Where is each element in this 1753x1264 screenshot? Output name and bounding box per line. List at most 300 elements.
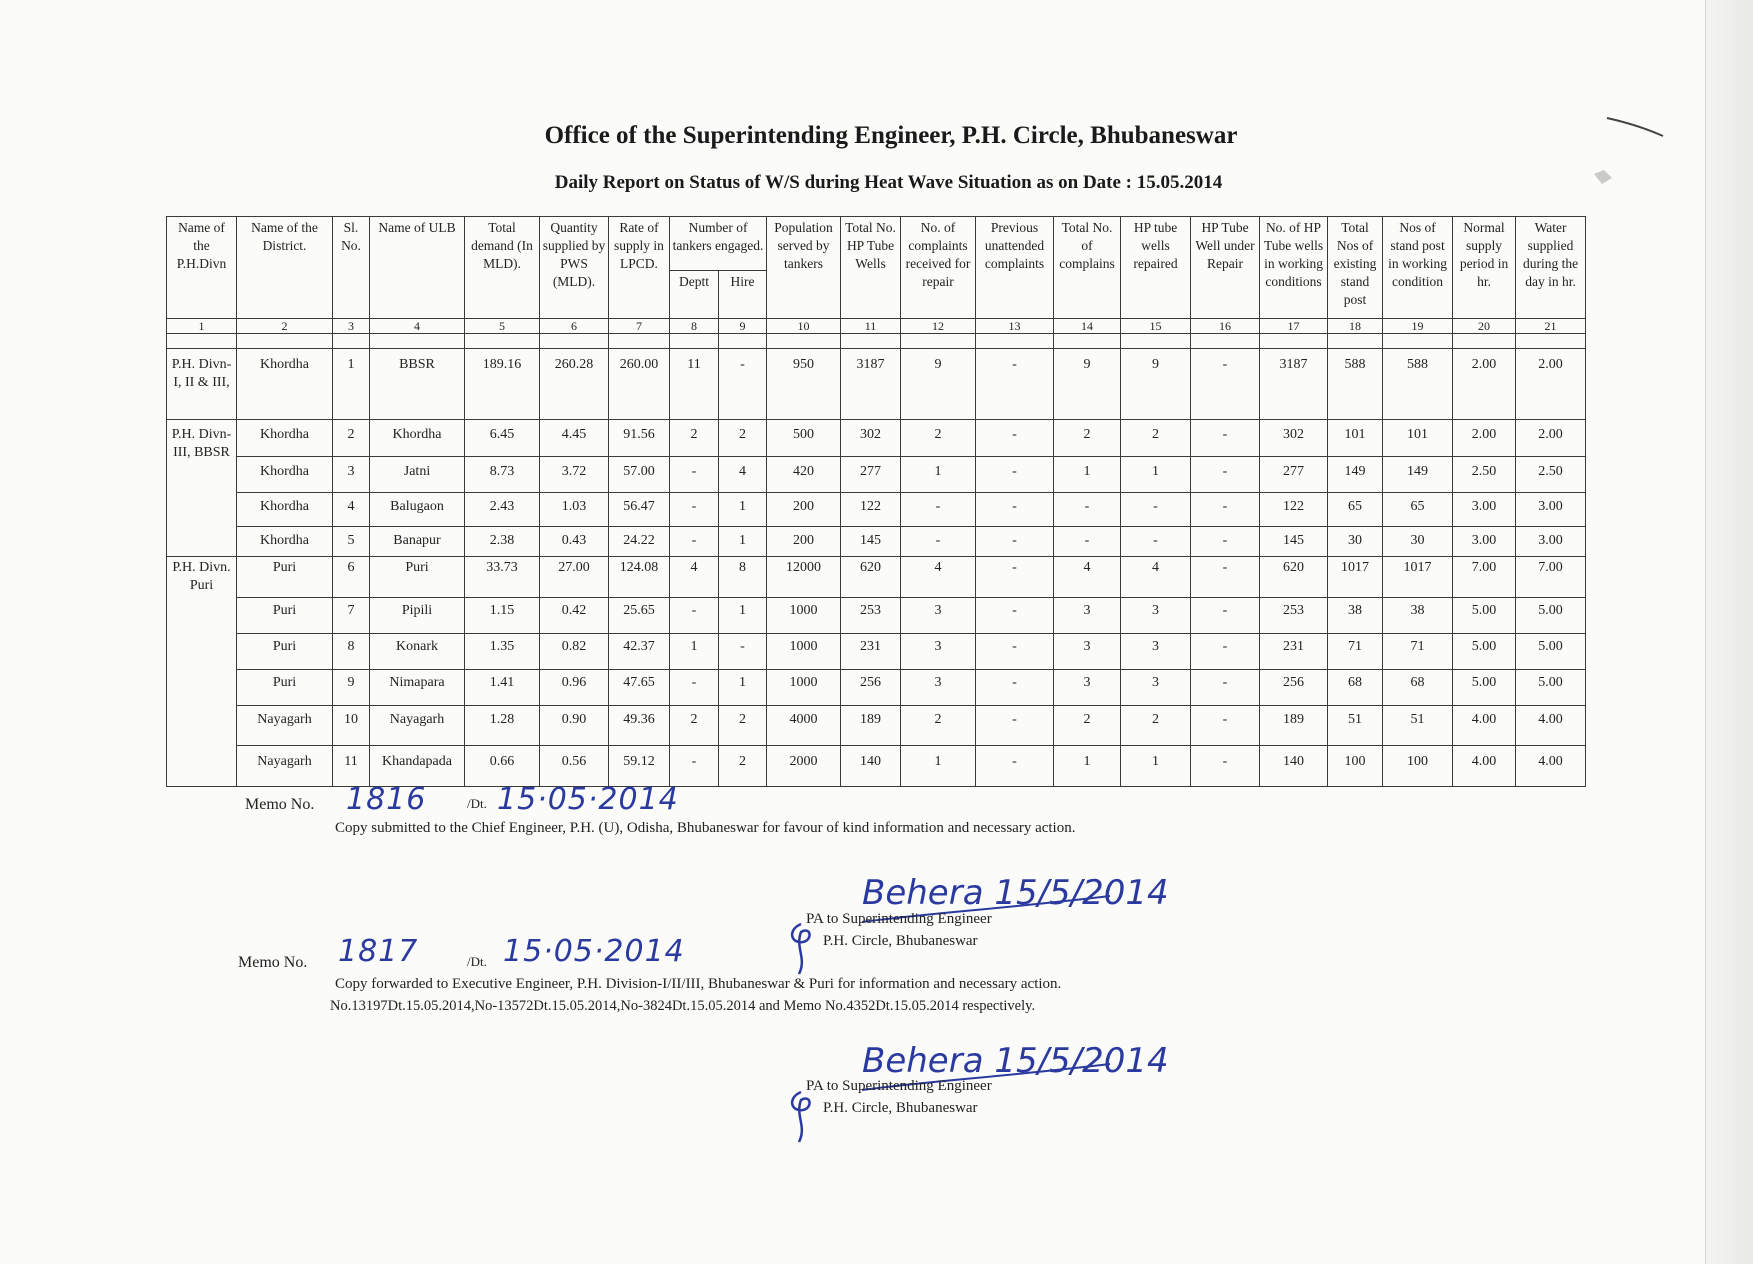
blank-cell (1383, 334, 1453, 349)
total-complaints-cell: 3 (1054, 598, 1121, 634)
stand-working-cell: 100 (1383, 746, 1453, 787)
rate-cell: 42.37 (609, 634, 670, 670)
hire-cell: 2 (719, 420, 767, 457)
column-number: 18 (1328, 319, 1383, 334)
normal-supply-cell: 5.00 (1453, 598, 1516, 634)
blank-cell (1453, 334, 1516, 349)
deptt-cell: - (670, 457, 719, 493)
complaints-cell: 9 (901, 349, 976, 420)
hp-total-cell: 122 (841, 493, 901, 527)
population-cell: 4000 (767, 706, 841, 746)
column-number: 7 (609, 319, 670, 334)
table-row (167, 527, 1586, 557)
column-number: 21 (1516, 319, 1586, 334)
rate-cell: 57.00 (609, 457, 670, 493)
ulb-cell: Nayagarh (370, 706, 465, 746)
under-repair-cell: - (1191, 670, 1260, 706)
header-under-repair: HP Tube Well under Repair (1191, 217, 1260, 319)
ulb-cell: Pipili (370, 598, 465, 634)
previous-cell: - (976, 670, 1054, 706)
memo2-number: 1817 (338, 934, 419, 969)
blank-cell (333, 334, 370, 349)
working-cell: 145 (1260, 527, 1328, 557)
total-complaints-cell: 3 (1054, 634, 1121, 670)
memo1-number: 1816 (346, 782, 427, 817)
document-title: Office of the Superintending Engineer, P.H. Circle, Bhubaneswar (544, 122, 1238, 149)
hire-cell: 1 (719, 493, 767, 527)
supplied-cell: 7.00 (1516, 557, 1586, 598)
column-number: 20 (1453, 319, 1516, 334)
deptt-cell: 11 (670, 349, 719, 420)
hp-total-cell: 140 (841, 746, 901, 787)
population-cell: 200 (767, 527, 841, 557)
repaired-cell: 1 (1121, 746, 1191, 787)
stand-total-cell: 51 (1328, 706, 1383, 746)
demand-cell: 2.38 (465, 527, 540, 557)
hire-cell: 2 (719, 746, 767, 787)
total-complaints-cell: 4 (1054, 557, 1121, 598)
table-row (167, 557, 1586, 598)
header-previous-unattended: Previous unattended complaints (976, 217, 1054, 319)
hp-total-cell: 145 (841, 527, 901, 557)
stand-working-cell: 38 (1383, 598, 1453, 634)
working-cell: 302 (1260, 420, 1328, 457)
pws-cell: 0.90 (540, 706, 609, 746)
ulb-cell: Balugaon (370, 493, 465, 527)
rate-cell: 49.36 (609, 706, 670, 746)
deptt-cell: - (670, 527, 719, 557)
header-population-served: Population served by tankers (767, 217, 841, 319)
deptt-cell: - (670, 493, 719, 527)
column-number: 6 (540, 319, 609, 334)
blank-cell (167, 334, 237, 349)
repaired-cell: 2 (1121, 420, 1191, 457)
rate-cell: 56.47 (609, 493, 670, 527)
header-total-complains: Total No. of complains (1054, 217, 1121, 319)
ulb-cell: Khandapada (370, 746, 465, 787)
repaired-cell: 2 (1121, 706, 1191, 746)
complaints-cell: 3 (901, 598, 976, 634)
supplied-cell: 5.00 (1516, 598, 1586, 634)
under-repair-cell: - (1191, 457, 1260, 493)
column-number: 15 (1121, 319, 1191, 334)
memo1-date: 15·05·2014 (497, 782, 679, 817)
demand-cell: 8.73 (465, 457, 540, 493)
sl-no-cell: 2 (333, 420, 370, 457)
previous-cell: - (976, 457, 1054, 493)
table-row (167, 746, 1586, 787)
complaints-cell: 1 (901, 457, 976, 493)
column-number: 12 (901, 319, 976, 334)
working-cell: 122 (1260, 493, 1328, 527)
column-number: 4 (370, 319, 465, 334)
working-cell: 3187 (1260, 349, 1328, 420)
district-cell: Puri (237, 634, 333, 670)
table-row (167, 420, 1586, 457)
demand-cell: 189.16 (465, 349, 540, 420)
total-complaints-cell: 9 (1054, 349, 1121, 420)
table-row (167, 457, 1586, 493)
pws-cell: 4.45 (540, 420, 609, 457)
normal-supply-cell: 3.00 (1453, 527, 1516, 557)
stand-working-cell: 71 (1383, 634, 1453, 670)
population-cell: 500 (767, 420, 841, 457)
signature1-block (806, 908, 992, 952)
blank-cell (976, 334, 1054, 349)
blank-cell (609, 334, 670, 349)
normal-supply-cell: 5.00 (1453, 670, 1516, 706)
stand-total-cell: 588 (1328, 349, 1383, 420)
hire-cell: 1 (719, 598, 767, 634)
memo2-text-line2: No.13197Dt.15.05.2014,No-13572Dt.15.05.2014,No-3824Dt.15.05.2014 and Memo No.4352Dt.15.05.2014 respectively. (330, 998, 1036, 1014)
stand-working-cell: 1017 (1383, 557, 1453, 598)
demand-cell: 6.45 (465, 420, 540, 457)
working-cell: 277 (1260, 457, 1328, 493)
header-sl-no: Sl. No. (333, 217, 370, 319)
district-cell: Nayagarh (237, 746, 333, 787)
pws-cell: 0.96 (540, 670, 609, 706)
header-ulb: Name of ULB (370, 217, 465, 319)
pws-cell: 0.42 (540, 598, 609, 634)
memo1-dt-label: /Dt. (467, 796, 487, 811)
report-body (167, 349, 1586, 787)
header-normal-supply: Normal supply period in hr. (1453, 217, 1516, 319)
previous-cell: - (976, 349, 1054, 420)
blank-cell (1191, 334, 1260, 349)
rate-cell: 24.22 (609, 527, 670, 557)
hp-total-cell: 253 (841, 598, 901, 634)
ulb-cell: Konark (370, 634, 465, 670)
supplied-cell: 2.50 (1516, 457, 1586, 493)
under-repair-cell: - (1191, 598, 1260, 634)
sl-no-cell: 10 (333, 706, 370, 746)
header-quantity-supplied: Quantity supplied by PWS (MLD). (540, 217, 609, 319)
column-number: 3 (333, 319, 370, 334)
previous-cell: - (976, 493, 1054, 527)
under-repair-cell: - (1191, 527, 1260, 557)
column-number: 10 (767, 319, 841, 334)
header-complaints-received: No. of complaints received for repair (901, 217, 976, 319)
pws-cell: 260.28 (540, 349, 609, 420)
blank-cell (767, 334, 841, 349)
supplied-cell: 5.00 (1516, 634, 1586, 670)
supplied-cell: 3.00 (1516, 493, 1586, 527)
hire-cell: 2 (719, 706, 767, 746)
memo1-text: Copy submitted to the Chief Engineer, P.H. (U), Odisha, Bhubaneswar for favour of kind information and necessary action. (335, 820, 1076, 836)
hp-total-cell: 256 (841, 670, 901, 706)
repaired-cell: - (1121, 493, 1191, 527)
column-number: 11 (841, 319, 901, 334)
stand-working-cell: 588 (1383, 349, 1453, 420)
district-cell: Puri (237, 598, 333, 634)
district-cell: Khordha (237, 493, 333, 527)
previous-cell: - (976, 420, 1054, 457)
hp-total-cell: 277 (841, 457, 901, 493)
demand-cell: 1.35 (465, 634, 540, 670)
sl-no-cell: 11 (333, 746, 370, 787)
hp-total-cell: 189 (841, 706, 901, 746)
complaints-cell: 3 (901, 634, 976, 670)
normal-supply-cell: 4.00 (1453, 746, 1516, 787)
stand-total-cell: 100 (1328, 746, 1383, 787)
total-complaints-cell: 3 (1054, 670, 1121, 706)
signature2-line1: PA to Superintending Engineer (806, 1078, 992, 1094)
blank-cell (1121, 334, 1191, 349)
table-row (167, 706, 1586, 746)
rate-cell: 59.12 (609, 746, 670, 787)
table-row (167, 349, 1586, 420)
complaints-cell: 3 (901, 670, 976, 706)
column-number: 2 (237, 319, 333, 334)
sl-no-cell: 1 (333, 349, 370, 420)
total-complaints-cell: 1 (1054, 457, 1121, 493)
stand-working-cell: 101 (1383, 420, 1453, 457)
pws-cell: 0.82 (540, 634, 609, 670)
sl-no-cell: 8 (333, 634, 370, 670)
blank-cell (670, 334, 719, 349)
stand-working-cell: 68 (1383, 670, 1453, 706)
population-cell: 950 (767, 349, 841, 420)
header-working-stand-post: Nos of stand post in working condition (1383, 217, 1453, 319)
stand-total-cell: 1017 (1328, 557, 1383, 598)
deptt-cell: - (670, 598, 719, 634)
working-cell: 253 (1260, 598, 1328, 634)
complaints-cell: 2 (901, 706, 976, 746)
hp-total-cell: 3187 (841, 349, 901, 420)
division-cell: P.H. Divn-III, BBSR (167, 420, 237, 557)
memo2-date: 15·05·2014 (503, 934, 685, 969)
blank-cell (901, 334, 976, 349)
status-report-table (166, 216, 1586, 787)
supplied-cell: 4.00 (1516, 746, 1586, 787)
repaired-cell: 3 (1121, 598, 1191, 634)
district-cell: Khordha (237, 420, 333, 457)
blank-cell (237, 334, 333, 349)
population-cell: 420 (767, 457, 841, 493)
working-cell: 231 (1260, 634, 1328, 670)
normal-supply-cell: 2.00 (1453, 349, 1516, 420)
rate-cell: 47.65 (609, 670, 670, 706)
rate-cell: 91.56 (609, 420, 670, 457)
deptt-cell: 4 (670, 557, 719, 598)
pws-cell: 1.03 (540, 493, 609, 527)
memo2-label: Memo No. (238, 954, 308, 971)
ulb-cell: BBSR (370, 349, 465, 420)
stand-total-cell: 68 (1328, 670, 1383, 706)
sl-no-cell: 3 (333, 457, 370, 493)
district-cell: Puri (237, 557, 333, 598)
working-cell: 256 (1260, 670, 1328, 706)
repaired-cell: 9 (1121, 349, 1191, 420)
deptt-cell: 2 (670, 420, 719, 457)
division-cell: P.H. Divn-I, II & III, (167, 349, 237, 420)
pws-cell: 27.00 (540, 557, 609, 598)
blank-cell (841, 334, 901, 349)
deptt-cell: 2 (670, 706, 719, 746)
working-cell: 620 (1260, 557, 1328, 598)
blank-cell (1054, 334, 1121, 349)
signature2-line2: P.H. Circle, Bhubaneswar (823, 1100, 978, 1116)
header-tube-wells-repaired: HP tube wells repaired (1121, 217, 1191, 319)
hire-cell: 8 (719, 557, 767, 598)
population-cell: 2000 (767, 746, 841, 787)
hire-cell: 4 (719, 457, 767, 493)
division-cell: P.H. Divn. Puri (167, 557, 237, 787)
memo2-text-line1: Copy forwarded to Executive Engineer, P.H. Division-I/II/III, Bhubaneswar & Puri for information and necessary action. (335, 976, 1062, 992)
repaired-cell: - (1121, 527, 1191, 557)
population-cell: 1000 (767, 598, 841, 634)
district-cell: Khordha (237, 457, 333, 493)
under-repair-cell: - (1191, 420, 1260, 457)
previous-cell: - (976, 527, 1054, 557)
ulb-cell: Nimapara (370, 670, 465, 706)
complaints-cell: - (901, 527, 976, 557)
complaints-cell: 4 (901, 557, 976, 598)
sl-no-cell: 4 (333, 493, 370, 527)
previous-cell: - (976, 557, 1054, 598)
column-number: 17 (1260, 319, 1328, 334)
total-complaints-cell: 1 (1054, 746, 1121, 787)
column-number: 9 (719, 319, 767, 334)
deptt-cell: - (670, 670, 719, 706)
sl-no-cell: 7 (333, 598, 370, 634)
normal-supply-cell: 5.00 (1453, 634, 1516, 670)
pws-cell: 3.72 (540, 457, 609, 493)
rate-cell: 260.00 (609, 349, 670, 420)
rate-cell: 124.08 (609, 557, 670, 598)
demand-cell: 1.41 (465, 670, 540, 706)
normal-supply-cell: 3.00 (1453, 493, 1516, 527)
complaints-cell: 2 (901, 420, 976, 457)
hp-total-cell: 231 (841, 634, 901, 670)
population-cell: 1000 (767, 670, 841, 706)
hire-cell: 1 (719, 670, 767, 706)
total-complaints-cell: - (1054, 527, 1121, 557)
normal-supply-cell: 2.50 (1453, 457, 1516, 493)
signature1-text: Behera 15/5/2014 (862, 873, 1169, 913)
previous-cell: - (976, 746, 1054, 787)
hire-cell: - (719, 349, 767, 420)
ulb-cell: Jatni (370, 457, 465, 493)
header-hire: Hire (719, 271, 767, 319)
stand-total-cell: 149 (1328, 457, 1383, 493)
normal-supply-cell: 7.00 (1453, 557, 1516, 598)
header-divn: Name of the P.H.Divn (167, 217, 237, 319)
header-rate-of-supply: Rate of supply in LPCD. (609, 217, 670, 319)
blank-cell (465, 334, 540, 349)
blank-cell (1516, 334, 1586, 349)
blank-cell (1260, 334, 1328, 349)
rate-cell: 25.65 (609, 598, 670, 634)
column-number: 1 (167, 319, 237, 334)
under-repair-cell: - (1191, 746, 1260, 787)
stand-total-cell: 65 (1328, 493, 1383, 527)
complaints-cell: - (901, 493, 976, 527)
signature1-line2: P.H. Circle, Bhubaneswar (823, 933, 978, 949)
district-cell: Puri (237, 670, 333, 706)
previous-cell: - (976, 634, 1054, 670)
hp-total-cell: 302 (841, 420, 901, 457)
header-water-supplied: Water supplied during the day in hr. (1516, 217, 1586, 319)
supplied-cell: 4.00 (1516, 706, 1586, 746)
stand-total-cell: 38 (1328, 598, 1383, 634)
total-complaints-cell: - (1054, 493, 1121, 527)
hire-cell: - (719, 634, 767, 670)
pws-cell: 0.56 (540, 746, 609, 787)
population-cell: 12000 (767, 557, 841, 598)
previous-cell: - (976, 706, 1054, 746)
district-cell: Khordha (237, 527, 333, 557)
stand-total-cell: 30 (1328, 527, 1383, 557)
hp-total-cell: 620 (841, 557, 901, 598)
header-existing-stand-post: Total Nos of existing stand post (1328, 217, 1383, 319)
column-number: 5 (465, 319, 540, 334)
deptt-cell: - (670, 746, 719, 787)
column-number: 16 (1191, 319, 1260, 334)
column-number: 19 (1383, 319, 1453, 334)
stand-working-cell: 149 (1383, 457, 1453, 493)
normal-supply-cell: 4.00 (1453, 706, 1516, 746)
complaints-cell: 1 (901, 746, 976, 787)
stand-working-cell: 51 (1383, 706, 1453, 746)
pws-cell: 0.43 (540, 527, 609, 557)
document-subtitle: Daily Report on Status of W/S during Heat Wave Situation as on Date : 15.05.2014 (554, 172, 1223, 193)
demand-cell: 1.28 (465, 706, 540, 746)
header-tankers-engaged: Number of tankers engaged. (670, 217, 767, 271)
supplied-cell: 2.00 (1516, 420, 1586, 457)
blank-cell (540, 334, 609, 349)
signature2-block (806, 1075, 992, 1119)
column-number: 8 (670, 319, 719, 334)
under-repair-cell: - (1191, 557, 1260, 598)
blank-cell (1328, 334, 1383, 349)
stand-total-cell: 101 (1328, 420, 1383, 457)
header-deptt: Deptt (670, 271, 719, 319)
blank-cell (370, 334, 465, 349)
table-row (167, 670, 1586, 706)
total-complaints-cell: 2 (1054, 706, 1121, 746)
under-repair-cell: - (1191, 706, 1260, 746)
supplied-cell: 3.00 (1516, 527, 1586, 557)
signature1-line1: PA to Superintending Engineer (806, 911, 992, 927)
header-total-demand: Total demand (In MLD). (465, 217, 540, 319)
repaired-cell: 3 (1121, 634, 1191, 670)
working-cell: 189 (1260, 706, 1328, 746)
population-cell: 1000 (767, 634, 841, 670)
population-cell: 200 (767, 493, 841, 527)
repaired-cell: 3 (1121, 670, 1191, 706)
memo2-dt-label: /Dt. (467, 954, 487, 969)
table-row (167, 493, 1586, 527)
supplied-cell: 2.00 (1516, 349, 1586, 420)
previous-cell: - (976, 598, 1054, 634)
stand-working-cell: 65 (1383, 493, 1453, 527)
working-cell: 140 (1260, 746, 1328, 787)
repaired-cell: 1 (1121, 457, 1191, 493)
column-number: 13 (976, 319, 1054, 334)
memo1-label: Memo No. (245, 796, 315, 813)
repaired-cell: 4 (1121, 557, 1191, 598)
signature2-text: Behera 15/5/2014 (862, 1041, 1169, 1081)
demand-cell: 1.15 (465, 598, 540, 634)
ulb-cell: Puri (370, 557, 465, 598)
ulb-cell: Khordha (370, 420, 465, 457)
table-row (167, 634, 1586, 670)
header-district: Name of the District. (237, 217, 333, 319)
table-row (167, 598, 1586, 634)
deptt-cell: 1 (670, 634, 719, 670)
sl-no-cell: 6 (333, 557, 370, 598)
